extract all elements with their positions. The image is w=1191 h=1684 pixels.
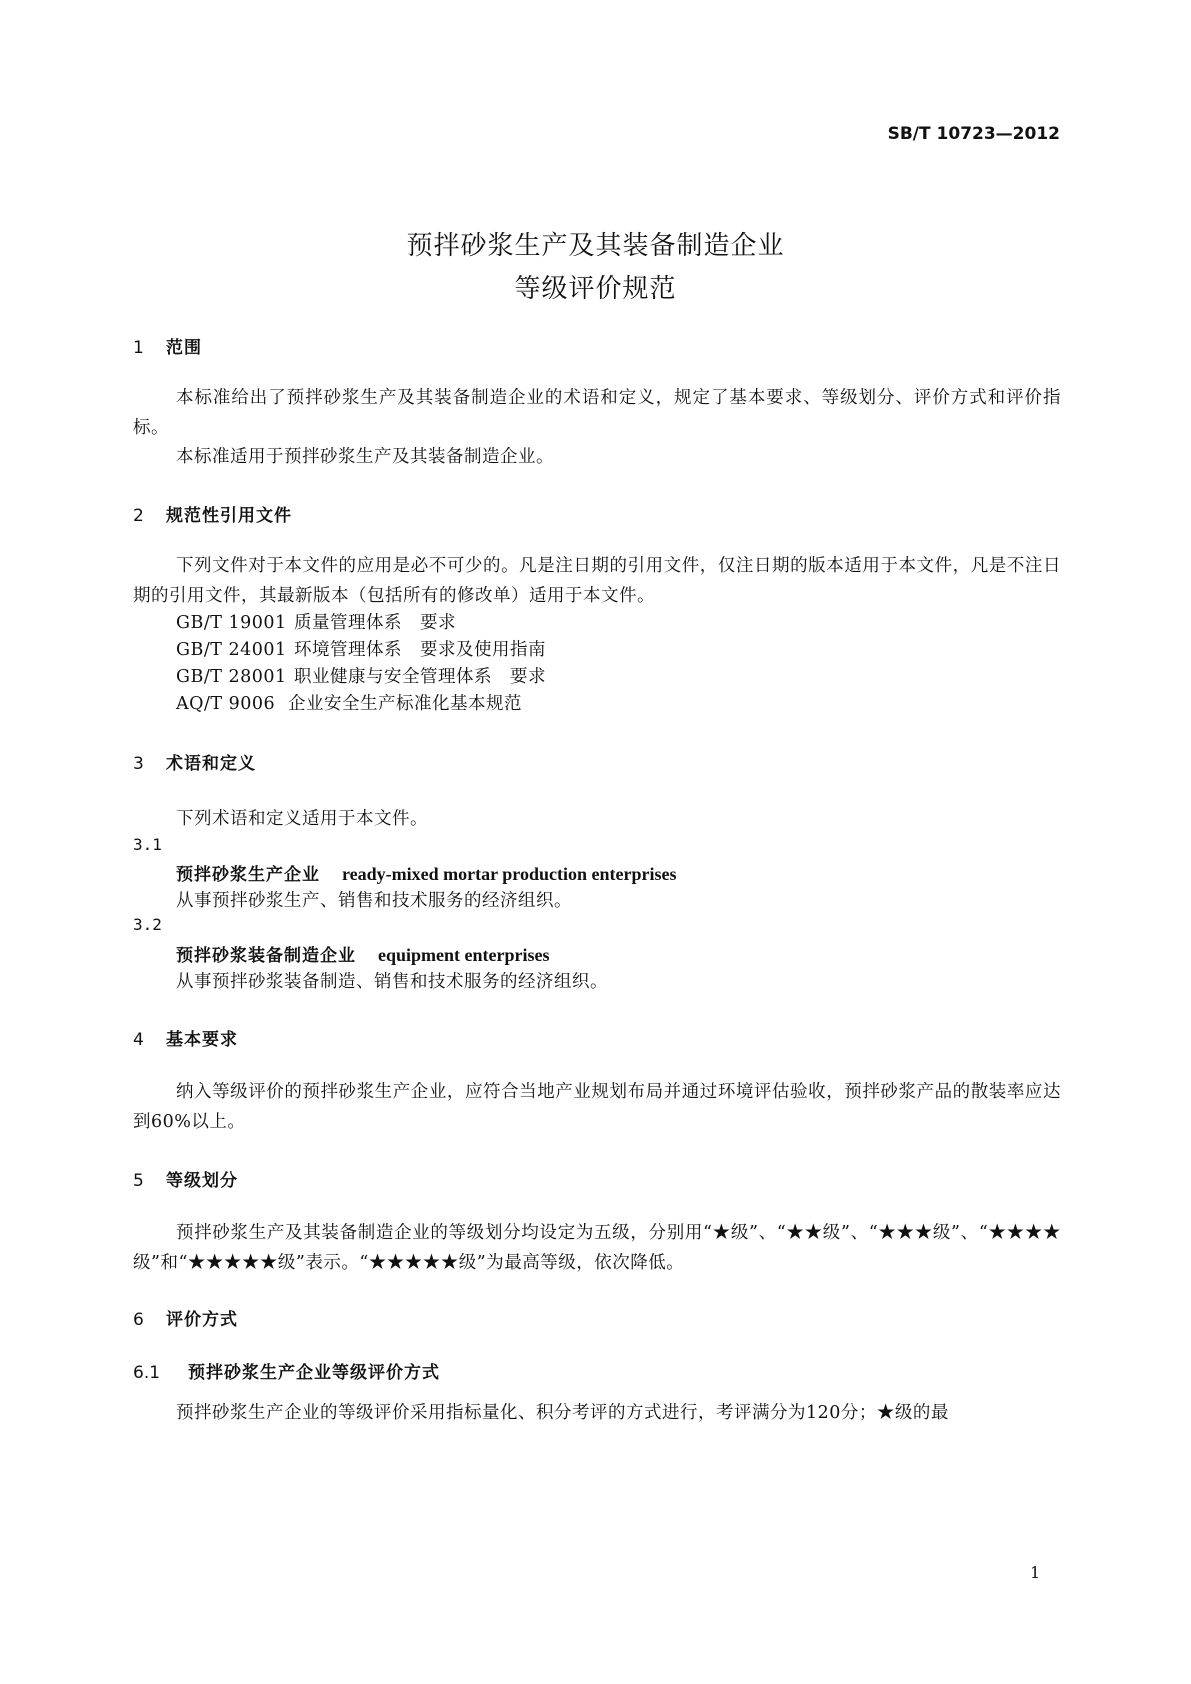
paragraph-applicability: 本标准适用于预拌砂浆生产及其装备制造企业。 (176, 447, 554, 467)
section-number: 1 (133, 338, 144, 358)
section-number: 4 (133, 1030, 144, 1050)
reference-item (176, 663, 546, 688)
section-title: 基本要求 (166, 1030, 238, 1050)
reference-title: 质量管理体系 要求 (294, 613, 456, 633)
paragraph-evaluation-method: 预拌砂浆生产企业的等级评价采用指标量化、积分考评的方式进行，考评满分为120分；★级的最 (176, 1403, 949, 1423)
reference-code: AQ/T 9006 (176, 694, 276, 714)
section-number: 2 (133, 506, 144, 526)
term-chinese: 预拌砂浆生产企业 (176, 865, 320, 885)
section-title: 术语和定义 (166, 754, 256, 774)
document-title-line-2: 等级评价规范 (514, 274, 677, 304)
paragraph-normative-intro: 下列文件对于本文件的应用是必不可少的。凡是注日期的引用文件，仅注日期的版本适用于本文件，凡是不注日期的引用文件，其最新版本（包括所有的修改单）适用于本文件。 (133, 556, 1061, 606)
term-chinese: 预拌砂浆装备制造企业 (176, 946, 356, 966)
section-title: 预拌砂浆生产企业等级评价方式 (188, 1363, 440, 1383)
reference-code: GB/T 24001 (176, 640, 287, 660)
reference-item (176, 636, 546, 661)
paragraph-basic-requirements: 纳入等级评价的预拌砂浆生产企业，应符合当地产业规划布局并通过环境评估验收，预拌砂浆产品的散装率应达到60%以上。 (133, 1082, 1061, 1132)
term-definition: 从事预拌砂浆生产、销售和技术服务的经济组织。 (176, 891, 572, 911)
term-number: 3.1 (133, 835, 162, 854)
section-title: 规范性引用文件 (166, 506, 292, 526)
reference-item (176, 690, 522, 715)
section-title: 评价方式 (166, 1310, 238, 1330)
section-heading-6 (133, 1305, 238, 1330)
page-number: 1 (1030, 1563, 1041, 1582)
paragraph-scope: 本标准给出了预拌砂浆生产及其装备制造企业的术语和定义，规定了基本要求、等级划分、评价方式和评价指标。 (133, 388, 1061, 438)
subsection-heading-6-1 (133, 1358, 440, 1383)
section-title: 等级划分 (166, 1171, 238, 1191)
term-entry (176, 941, 549, 966)
term-english: ready-mixed mortar production enterprises (342, 864, 677, 884)
section-number: 5 (133, 1171, 144, 1191)
reference-code: GB/T 28001 (176, 667, 287, 687)
term-number: 3.2 (133, 915, 162, 934)
paragraph-terms-intro: 下列术语和定义适用于本文件。 (176, 809, 428, 829)
section-heading-2 (133, 501, 292, 526)
document-title-line-1: 预拌砂浆生产及其装备制造企业 (406, 231, 785, 261)
section-number: 6 (133, 1310, 144, 1330)
section-heading-5 (133, 1166, 238, 1191)
reference-title: 企业安全生产标准化基本规范 (288, 694, 522, 714)
paragraph-grade-levels: 预拌砂浆生产及其装备制造企业的等级划分均设定为五级，分别用“★级”、“★★级”、“★★★级”、“★★★★级”和“★★★★★级”表示。“★★★★★级”为最高等级，依次降低。 (133, 1223, 1061, 1273)
reference-code: GB/T 19001 (176, 613, 287, 633)
term-entry (176, 860, 676, 885)
section-title: 范围 (166, 338, 202, 358)
section-number: 3 (133, 754, 144, 774)
reference-title: 环境管理体系 要求及使用指南 (294, 640, 546, 660)
section-heading-4 (133, 1025, 238, 1050)
reference-item (176, 609, 456, 634)
section-number: 6.1 (133, 1363, 161, 1383)
section-heading-1 (133, 333, 202, 358)
term-english: equipment enterprises (378, 945, 550, 965)
reference-title: 职业健康与安全管理体系 要求 (294, 667, 546, 687)
section-heading-3 (133, 749, 256, 774)
standard-number: SB/T 10723—2012 (887, 124, 1060, 144)
term-definition: 从事预拌砂浆装备制造、销售和技术服务的经济组织。 (176, 972, 608, 992)
